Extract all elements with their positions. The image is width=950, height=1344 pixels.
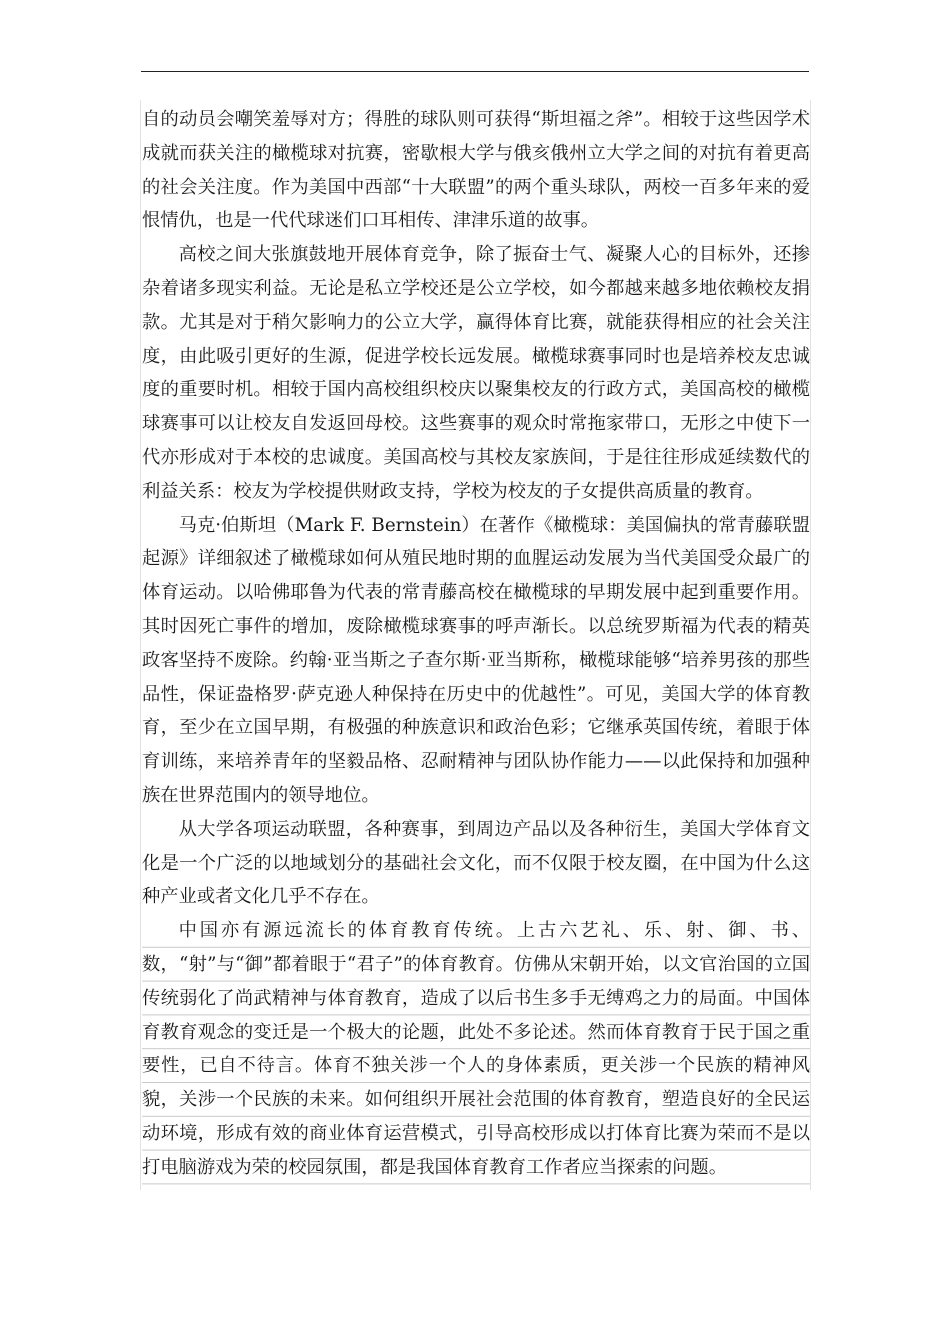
paragraph-2: 高校之间大张旗鼓地开展体育竞争，除了振奋士气、凝聚人心的目标外，还掺杂着诸多现实利益。无论是私立学校还是公立学校，如今都越来越多地依赖校友捐款。尤其是对于稍欠影响力的公立大学，赢得体育比赛，就能获得相应的社会关注度，由此吸引更好的生源，促进学校长远发展。橄榄球赛事同时也是培养校友忠诚度的重要时机。相较于国内高校组织校庆以聚集校友的行政方式，美国高校的橄榄球赛事可以让校友自发返回母校。这些赛事的观众时常拖家带口，无形之中使下一代亦形成对于本校的忠诚度。美国高校与其校友家族间，于是往往形成延续数代的利益关系：校友为学校提供财政支持，学校为校友的子女提供高质量的教育。 xyxy=(142,244,810,502)
header-rule xyxy=(141,71,809,72)
paragraph-4: 从大学各项运动联盟，各种赛事，到周边产品以及各种衍生，美国大学体育文化是一个广泛的以地域划分的基础社会文化，而不仅限于校友圈，在中国为什么这种产业或者文化几乎不存在。 xyxy=(142,818,810,908)
article-body xyxy=(142,103,810,1185)
margin-guide-right xyxy=(810,100,811,1190)
paragraph-1: 自的动员会嘲笑羞辱对方；得胜的球队则可获得“斯坦福之斧”。相较于这些因学术成就而获关注的橄榄球对抗赛，密歇根大学与俄亥俄州立大学之间的对抗有着更高的社会关注度。作为美国中西部“十大联盟”的两个重头球队，两校一百多年来的爱恨情仇，也是一代代球迷们口耳相传、津津乐道的故事。 xyxy=(142,109,810,232)
margin-guide-left xyxy=(140,100,141,1190)
paragraph-3: 马克·伯斯坦（Mark F. Bernstein）在著作《橄榄球：美国偏执的常青藤联盟起源》详细叙述了橄榄球如何从殖民地时期的血腥运动发展为当代美国受众最广的体育运动。以哈佛耶鲁为代表的常青藤高校在橄榄球的早期发展中起到重要作用。其时因死亡事件的增加，废除橄榄球赛事的呼声渐长。以总统罗斯福为代表的精英政客坚持不废除。约翰·亚当斯之子查尔斯·亚当斯称，橄榄球能够“培养男孩的那些品性，保证盎格罗·萨克逊人种保持在历史中的优越性”。可见，美国大学的体育教育，至少在立国早期，有极强的种族意识和政治色彩；它继承英国传统，着眼于体育训练，来培养青年的坚毅品格、忍耐精神与团队协作能力——以此保持和加强种族在世界范围内的领导地位。 xyxy=(142,514,810,806)
paragraph-5: 中国亦有源远流长的体育教育传统。上古六艺礼、乐、射、御、书、数，“射”与“御”都着眼于“君子”的体育教育。仿佛从宋朝开始，以文官治国的立国传统弱化了尚武精神与体育教育，造成了以后书生多手无缚鸡之力的局面。中国体育教育观念的变迁是一个极大的论题，此处不多论述。然而体育教育于民于国之重要性，已自不待言。体育不独关涉一个人的身体素质，更关涉一个民族的精神风貌，关涉一个民族的未来。如何组织开展社会范围的体育教育，塑造良好的全民运动环境，形成有效的商业体育运营模式，引导高校形成以打体育比赛为荣而不是以打电脑游戏为荣的校园氛围，都是我国体育教育工作者应当探索的问题。 xyxy=(142,914,810,1184)
